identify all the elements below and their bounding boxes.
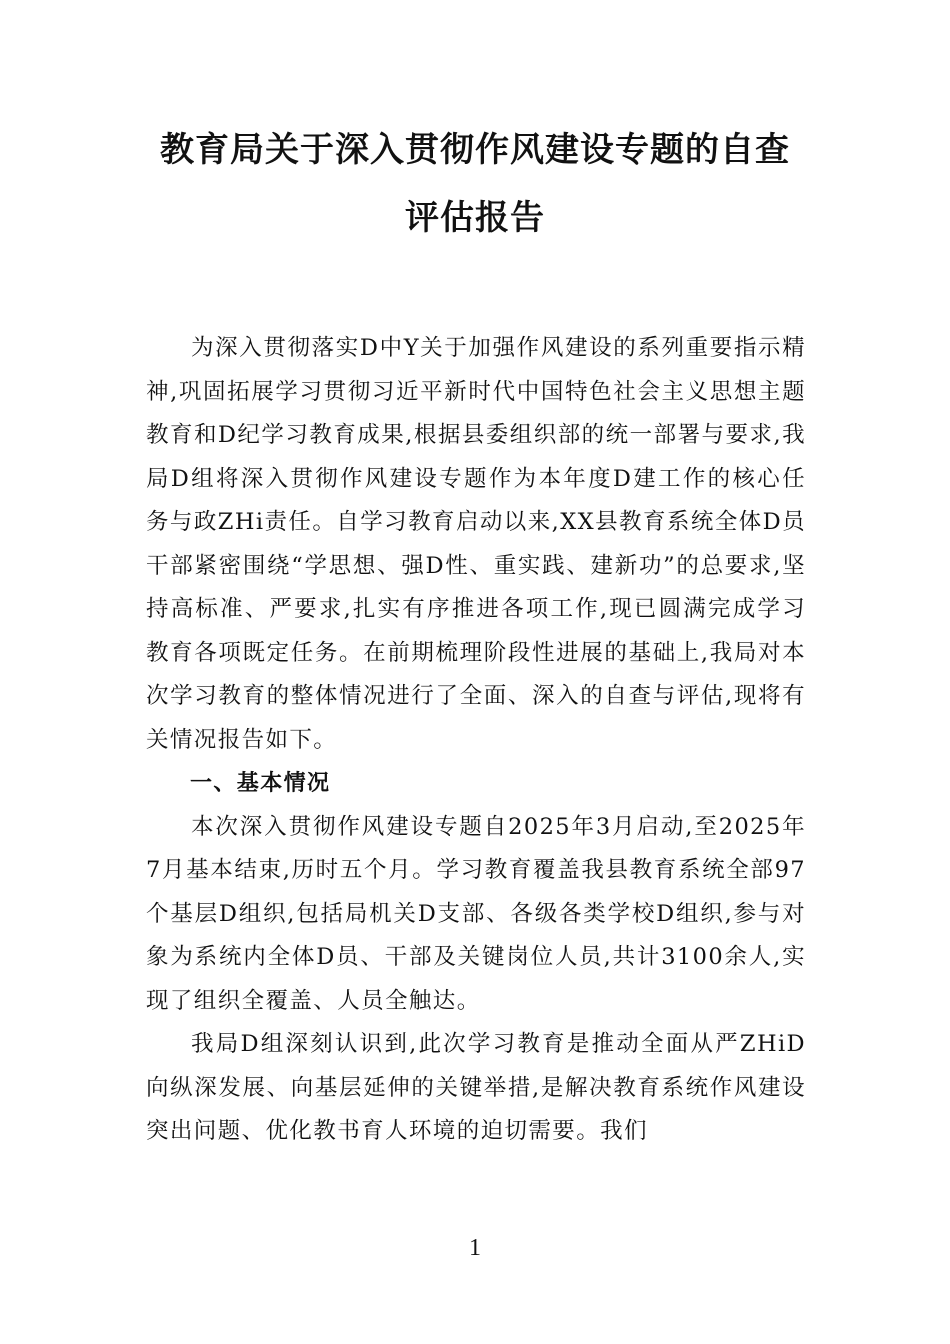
page-number: 1 [469, 1235, 481, 1261]
document-body [146, 327, 806, 1154]
intro-paragraph: 为深入贯彻落实D中Y关于加强作风建设的系列重要指示精神,巩固拓展学习贯彻习近平新时代中国特色社会主义思想主题教育和D纪学习教育成果,根据县委组织部的统一部署与要求,我局D组将深入贯彻作风建设专题作为本年度D建工作的核心任务与政ZHi责任。自学习教育启动以来,XX县教育系统全体D员干部紧密围绕“学思想、强D性、重实践、建新功”的总要求,坚持高标准、严要求,扎实有序推进各项工作,现已圆满完成学习教育各项既定任务。在前期梳理阶段性进展的基础上,我局对本次学习教育的整体情况进行了全面、深入的自查与评估,现将有关情况报告如下。 [146, 335, 806, 753]
section-heading: 一、基本情况 [190, 771, 331, 796]
document-title-line-2: 评估报告 [405, 198, 545, 238]
section-paragraph-2: 我局D组深刻认识到,此次学习教育是推动全面从严ZHiD向纵深发展、向基层延伸的关键举措,是解决教育系统作风建设突出问题、优化教书育人环境的迫切需要。我们 [146, 1031, 806, 1144]
document-title-line-1: 教育局关于深入贯彻作风建设专题的自查 [160, 130, 790, 170]
section-paragraph-1: 本次深入贯彻作风建设专题自2025年3月启动,至2025年7月基本结束,历时五个月。学习教育覆盖我县教育系统全部97个基层D组织,包括局机关D支部、各级各类学校D组织,参与对象为系统内全体D员、干部及关键岗位人员,共计3100余人,实现了组织全覆盖、人员全触达。 [146, 813, 806, 1014]
